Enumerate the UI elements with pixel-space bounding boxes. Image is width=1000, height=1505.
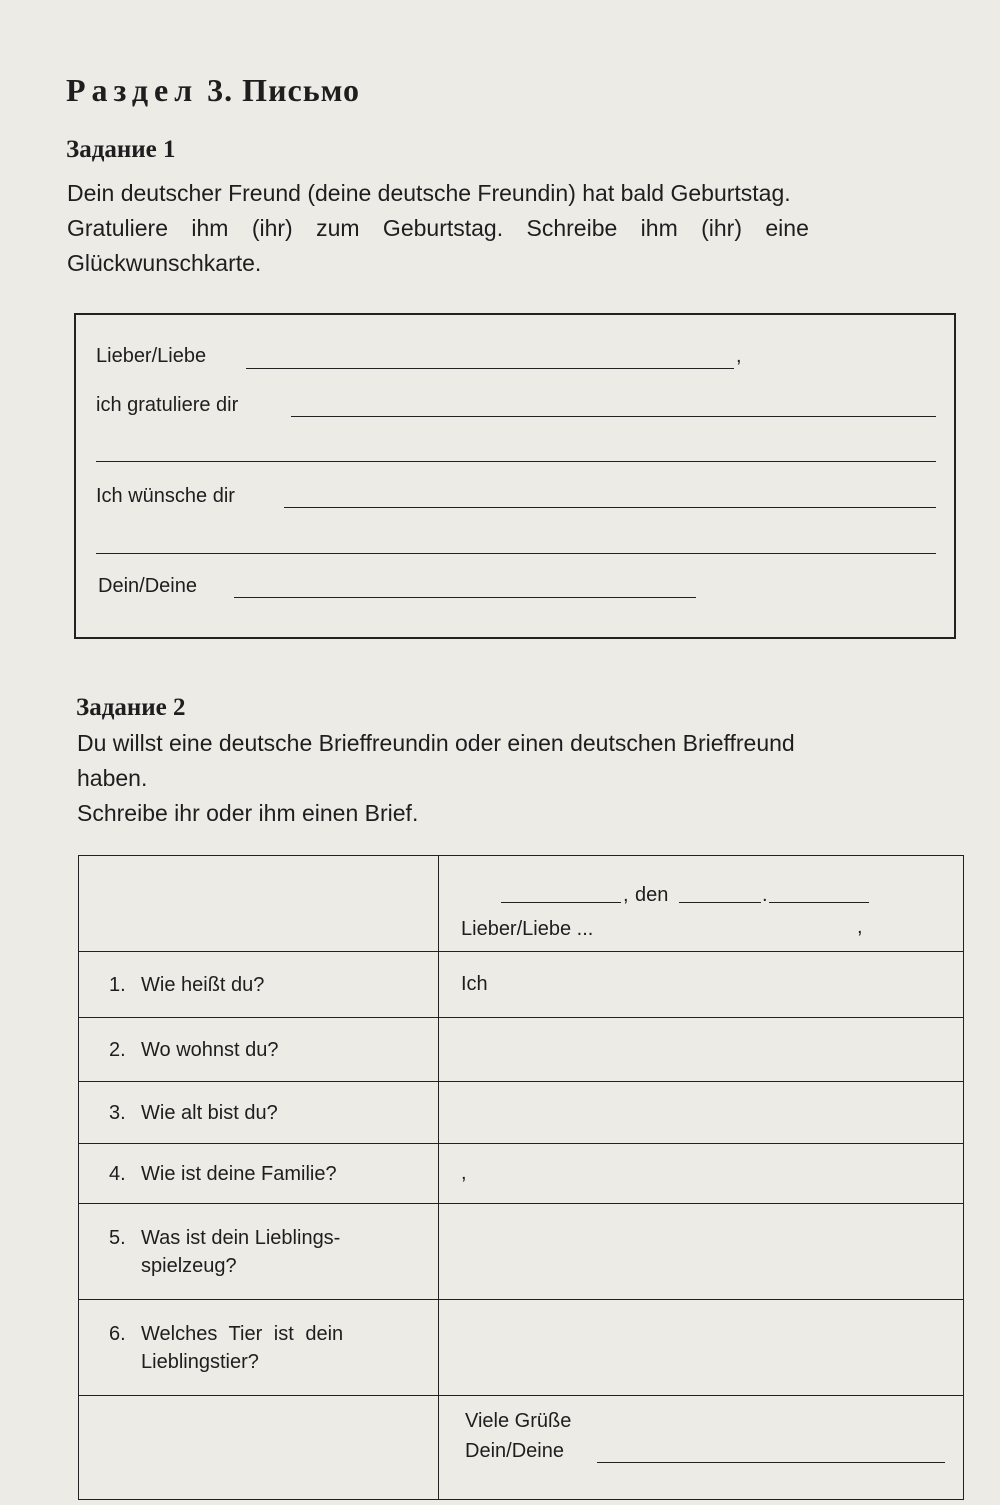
card-closing-line[interactable]	[234, 597, 696, 598]
card-greeting-label: Lieber/Liebe	[96, 345, 207, 367]
task2-instruction: Du willst eine deutsche Brieffreundin oder einen deutschen Brieffreund haben. Schreibe ihr oder ihm einen Brief.	[77, 730, 795, 826]
card-closing-label: Dein/Deine	[98, 575, 197, 597]
closing-signature-line[interactable]	[597, 1462, 945, 1463]
answer-cell[interactable]	[439, 1018, 964, 1082]
card-congrats-line[interactable]	[291, 416, 936, 417]
letter-header-cell	[439, 856, 964, 952]
card-congrats-label: ich gratuliere dir	[96, 394, 239, 416]
table-row	[79, 952, 964, 1018]
place-line[interactable]	[501, 902, 621, 903]
answer-cell[interactable]	[439, 1204, 964, 1300]
question-cell: 4. Wie ist deine Familie?	[79, 1144, 439, 1204]
card-extra-line[interactable]	[96, 461, 936, 462]
comma-mark: ,	[461, 1162, 467, 1184]
table-row	[79, 1144, 964, 1204]
section-title: Раздел 3. Письмо	[66, 72, 360, 108]
card-greeting-line[interactable]	[246, 368, 734, 369]
table-row	[79, 1018, 964, 1082]
empty-cell	[79, 1396, 439, 1500]
letter-table	[78, 855, 964, 1500]
table-row	[79, 1396, 964, 1500]
table-row	[79, 1204, 964, 1300]
letter-start-word: Ich	[461, 973, 488, 995]
date-label: den	[635, 884, 669, 906]
letter-greeting-comma: ,	[857, 916, 863, 938]
date-line[interactable]	[679, 902, 761, 903]
question-cell: 3. Wie alt bist du?	[79, 1082, 439, 1144]
table-row	[79, 856, 964, 952]
card-wish-line[interactable]	[284, 507, 936, 508]
task2-title: Задание 2	[76, 694, 186, 721]
date-year-line[interactable]	[769, 902, 869, 903]
card-wish-label: Ich wünsche dir	[96, 485, 235, 507]
greeting-card-form	[74, 313, 956, 639]
date-comma: ,	[623, 884, 629, 906]
answer-cell[interactable]	[439, 1082, 964, 1144]
question-cell: 1. Wie heißt du?	[79, 952, 439, 1018]
table-row	[79, 1082, 964, 1144]
closing-label: Dein/Deine	[465, 1440, 564, 1462]
date-end: .	[762, 884, 768, 906]
question-cell: 6. Welches Tier ist dein Lieblingstier?	[79, 1300, 439, 1396]
answer-cell[interactable]	[439, 1144, 964, 1204]
letter-greeting: Lieber/Liebe ...	[461, 918, 594, 940]
answer-cell[interactable]	[439, 952, 964, 1018]
task1-title: Задание 1	[66, 136, 176, 163]
card-wish-line-2[interactable]	[96, 553, 936, 554]
table-row	[79, 1300, 964, 1396]
task1-instruction: Dein deutscher Freund (deine deutsche Freundin) hat bald Geburtstag. Gratuliere ihm (ihr) zum Geburtstag. Schreibe ihm (ihr) eine Glückwunschkarte.	[67, 180, 809, 276]
empty-cell	[79, 856, 439, 952]
closing-greetings: Viele Grüße	[465, 1410, 572, 1432]
question-cell: 2. Wo wohnst du?	[79, 1018, 439, 1082]
question-cell: 5. Was ist dein Lieblings- spielzeug?	[79, 1204, 439, 1300]
answer-cell[interactable]	[439, 1300, 964, 1396]
card-greeting-comma: ,	[736, 345, 742, 367]
closing-cell	[439, 1396, 964, 1500]
